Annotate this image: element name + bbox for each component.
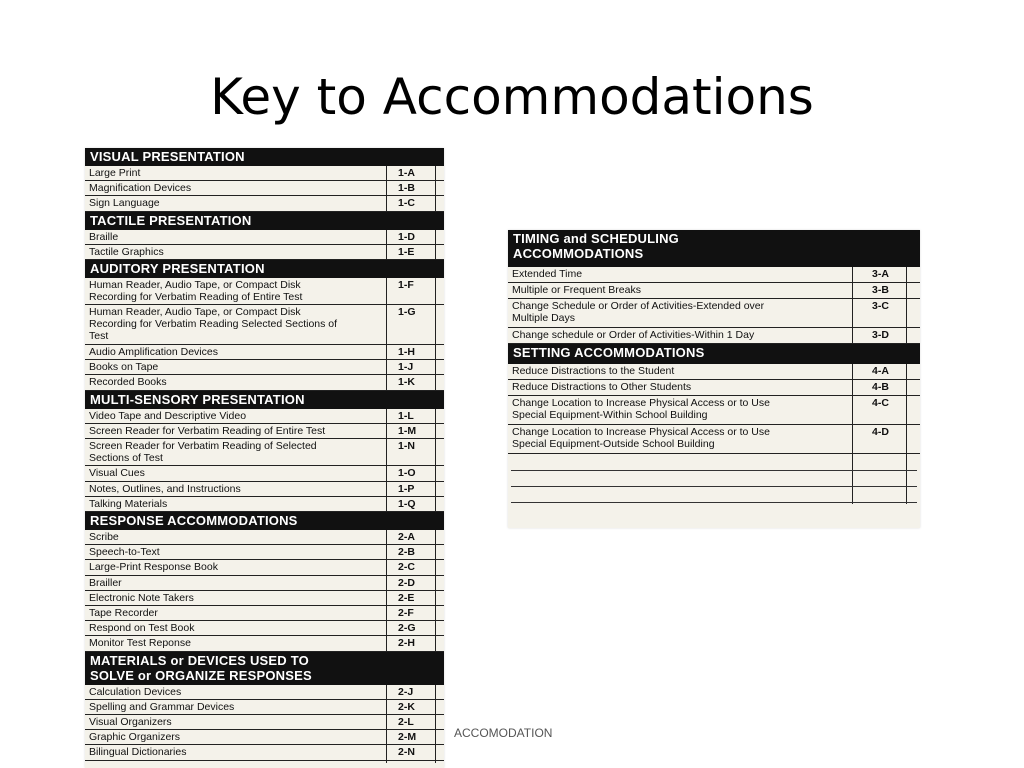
accommodation-label-line: Special Equipment-Within School Building [512, 409, 708, 421]
accommodation-label [89, 279, 302, 303]
table-row [508, 299, 920, 328]
accommodation-label-line: Spelling and Grammar Devices [89, 700, 235, 713]
table-row [85, 745, 444, 760]
table-row [85, 621, 444, 636]
accommodation-label-line: Sections of Test [89, 452, 163, 464]
accommodation-code: 1-E [398, 245, 415, 258]
table-row [85, 439, 444, 466]
accommodation-code: 4-D [872, 426, 889, 438]
accommodation-label-line: Change Location to Increase Physical Access or to Use [512, 397, 770, 409]
accommodation-label-line: Screen Reader for Verbatim Reading of Entire Test [89, 424, 326, 437]
accommodation-code: 1-G [398, 306, 416, 319]
accommodation-label-line: Large Print [89, 167, 141, 179]
accommodation-label [89, 716, 172, 728]
accommodation-code: 2-E [398, 591, 415, 604]
accommodation-label [512, 329, 754, 341]
accommodation-label-line: Human Reader, Audio Tape, or Compact Disk [89, 306, 301, 319]
accommodation-label [512, 381, 691, 393]
table-row [85, 166, 444, 181]
accommodation-label-line: Reduce Distractions to Other Students [512, 381, 692, 393]
table-row [85, 685, 444, 700]
accommodation-code: 3-D [872, 329, 889, 341]
accommodation-code: 2-G [398, 622, 416, 635]
accommodation-label [89, 376, 167, 388]
accommodation-code: 2-M [398, 731, 417, 744]
accommodation-label [89, 607, 158, 619]
accommodation-label-line: Brailler [89, 576, 122, 589]
table-row [508, 396, 920, 425]
table-row [508, 267, 920, 283]
accommodation-label [512, 284, 641, 296]
table-row [508, 425, 920, 454]
accommodation-code: 1-C [398, 197, 415, 210]
accommodation-label [89, 686, 181, 698]
accommodation-code: 4-B [872, 381, 889, 393]
accommodation-label [89, 410, 246, 422]
accommodation-code: 2-B [398, 546, 415, 559]
table-row [85, 278, 444, 305]
table-row [85, 196, 444, 211]
accommodation-label [89, 246, 164, 258]
accommodation-code: 1-L [398, 409, 414, 422]
accommodation-label-line: Human Reader, Audio Tape, or Compact Disk [89, 279, 301, 291]
table-row [85, 482, 444, 497]
accommodation-label [89, 622, 194, 634]
accommodation-label-line: Books on Tape [89, 361, 159, 374]
table-row [85, 606, 444, 621]
accommodation-label-line: Recording for Verbatim Reading of Entire Test [89, 291, 303, 303]
accommodation-label-line: Electronic Note Takers [89, 591, 194, 604]
accommodation-code: 2-F [398, 607, 414, 619]
accommodation-label [512, 365, 674, 377]
accommodation-code: 2-N [398, 746, 415, 759]
accommodation-code: 1-D [398, 230, 415, 243]
accommodation-label [89, 346, 218, 358]
accommodation-label [89, 361, 158, 373]
accommodation-code: 1-O [398, 467, 416, 480]
accommodation-label-line: Graphic Organizers [89, 731, 181, 744]
section-heading-line: RESPONSE ACCOMMODATIONS [90, 513, 298, 528]
accommodation-code: 2-D [398, 576, 415, 589]
accommodation-code: 1-K [398, 376, 415, 389]
accommodation-label [89, 440, 317, 464]
accommodation-label [89, 546, 160, 558]
accommodation-label [89, 577, 122, 589]
accommodation-label-line: Monitor Test Reponse [89, 637, 191, 650]
footer-label: ACCOMODATION [454, 726, 553, 740]
table-row [85, 497, 444, 512]
accommodation-label [512, 268, 582, 280]
section-heading-line: MATERIALS or DEVICES USED TO [90, 652, 309, 668]
accommodation-code: 2-C [398, 561, 415, 574]
accommodation-label [89, 306, 337, 342]
table-row [85, 345, 444, 360]
accommodation-code: 1-Q [398, 497, 416, 510]
table-row [85, 466, 444, 481]
accommodation-label-line: Speech-to-Text [89, 546, 160, 559]
accommodation-label [89, 483, 241, 495]
accommodation-label-line: Notes, Outlines, and Instructions [89, 482, 241, 495]
accommodation-code: 3-C [872, 300, 889, 312]
accommodation-code: 3-A [872, 268, 889, 280]
accommodation-label-line: Recording for Verbatim Reading Selected Sections of [89, 318, 338, 331]
accommodation-label [89, 425, 325, 437]
empty-table-row [511, 486, 917, 487]
accommodation-label-line: Calculation Devices [89, 685, 182, 698]
accommodation-label [89, 197, 160, 209]
accommodation-label-line: Audio Amplification Devices [89, 346, 218, 358]
table-row [508, 328, 920, 344]
accommodation-label-line: Test [89, 330, 109, 343]
accommodation-code: 1-A [398, 167, 415, 179]
accommodation-label-line: Change Schedule or Order of Activities-Extended over [512, 300, 765, 312]
accommodation-label [512, 426, 770, 450]
slide-title: Key to Accommodations [210, 68, 814, 126]
table-row [85, 424, 444, 439]
accommodation-label-line: Bilingual Dictionaries [89, 746, 187, 759]
section-heading [85, 391, 444, 409]
right-accommodations-table [508, 230, 920, 528]
table-row [508, 364, 920, 380]
table-row [508, 283, 920, 299]
table-row [85, 530, 444, 545]
accommodation-label [89, 182, 191, 194]
accommodation-label-line: Visual Organizers [89, 716, 172, 728]
table-row [85, 545, 444, 560]
accommodation-label [89, 231, 118, 243]
accommodation-label [89, 701, 234, 713]
table-row [85, 700, 444, 715]
section-heading [85, 260, 444, 278]
accommodation-label [512, 397, 770, 421]
table-row [85, 245, 444, 260]
accommodation-label-line: Tape Recorder [89, 607, 158, 619]
accommodation-label-line: Extended Time [512, 268, 583, 280]
accommodation-label-line: Reduce Distractions to the Student [512, 365, 675, 377]
section-heading-line: AUDITORY PRESENTATION [90, 261, 265, 276]
section-heading-line: TACTILE PRESENTATION [90, 212, 252, 228]
accommodation-label [89, 731, 180, 743]
section-heading-line: MULTI-SENSORY PRESENTATION [90, 391, 305, 407]
accommodation-code: 4-A [872, 365, 889, 377]
table-row [85, 230, 444, 245]
accommodation-label-line: Braille [89, 230, 119, 243]
accommodation-label-line: Tactile Graphics [89, 245, 164, 258]
table-row [85, 560, 444, 575]
accommodation-label-line: Change Location to Increase Physical Access or to Use [512, 426, 770, 438]
table-row [508, 380, 920, 396]
accommodation-code: 2-J [398, 685, 414, 698]
empty-table-row [511, 502, 917, 503]
accommodation-label-line: Sign Language [89, 197, 160, 210]
table-row [85, 576, 444, 591]
accommodation-label [89, 592, 194, 604]
accommodation-code: 1-N [398, 440, 415, 452]
accommodation-label-line: Talking Materials [89, 497, 168, 510]
table-row [85, 636, 444, 651]
section-heading [85, 148, 444, 166]
accommodation-label [89, 561, 218, 573]
accommodation-label-line: Multiple or Frequent Breaks [512, 284, 641, 296]
accommodation-label [89, 498, 167, 510]
accommodation-code: 1-J [398, 361, 414, 374]
section-heading-line: TIMING and SCHEDULING [513, 231, 679, 246]
section-heading [85, 652, 444, 685]
table-row [85, 409, 444, 424]
section-heading [508, 344, 920, 364]
section-heading [508, 230, 920, 267]
accommodation-label-line: Video Tape and Descriptive Video [89, 409, 247, 422]
section-heading-line: SOLVE or ORGANIZE RESPONSES [90, 667, 312, 683]
table-row [85, 360, 444, 375]
table-row [85, 715, 444, 730]
accommodation-label [512, 300, 764, 324]
accommodation-label-line: Scribe [89, 531, 119, 543]
accommodation-code: 1-M [398, 424, 417, 437]
section-heading-line: ACCOMMODATIONS [513, 246, 644, 261]
table-row [85, 181, 444, 196]
empty-table-row [511, 470, 917, 471]
accommodation-code: 1-F [398, 279, 414, 291]
section-heading-line: VISUAL PRESENTATION [90, 149, 245, 164]
accommodation-label-line: Screen Reader for Verbatim Reading of Selected [89, 440, 317, 452]
table-row [85, 305, 444, 345]
accommodation-code: 2-K [398, 700, 415, 713]
accommodation-label-line: Respond on Test Book [89, 622, 195, 635]
table-row [85, 375, 444, 390]
accommodation-code: 1-P [398, 482, 415, 495]
accommodation-code: 2-H [398, 637, 415, 650]
accommodation-code: 1-H [398, 346, 415, 358]
section-heading [85, 512, 444, 530]
accommodation-label-line: Special Equipment-Outside School Building [512, 438, 715, 450]
accommodation-code: 2-L [398, 716, 414, 728]
accommodation-label [89, 746, 186, 758]
table-row [85, 591, 444, 606]
section-heading [85, 212, 444, 230]
accommodation-code: 3-B [872, 284, 889, 296]
table-row [85, 730, 444, 745]
accommodation-label [89, 467, 145, 479]
accommodation-label-line: Change schedule or Order of Activities-Within 1 Day [512, 329, 755, 341]
accommodation-label-line: Large-Print Response Book [89, 561, 218, 574]
accommodation-label [89, 167, 140, 179]
accommodation-label-line: Recorded Books [89, 376, 167, 389]
accommodation-label [89, 637, 191, 649]
accommodation-label [89, 531, 119, 543]
section-heading-line: SETTING ACCOMMODATIONS [513, 345, 705, 360]
accommodation-label-line: Magnification Devices [89, 182, 192, 195]
accommodation-label-line: Visual Cues [89, 467, 145, 480]
left-accommodations-table [85, 148, 444, 768]
accommodation-code: 1-B [398, 182, 415, 195]
accommodation-code: 4-C [872, 397, 889, 409]
accommodation-code: 2-A [398, 531, 415, 543]
accommodation-label-line: Multiple Days [512, 312, 576, 324]
